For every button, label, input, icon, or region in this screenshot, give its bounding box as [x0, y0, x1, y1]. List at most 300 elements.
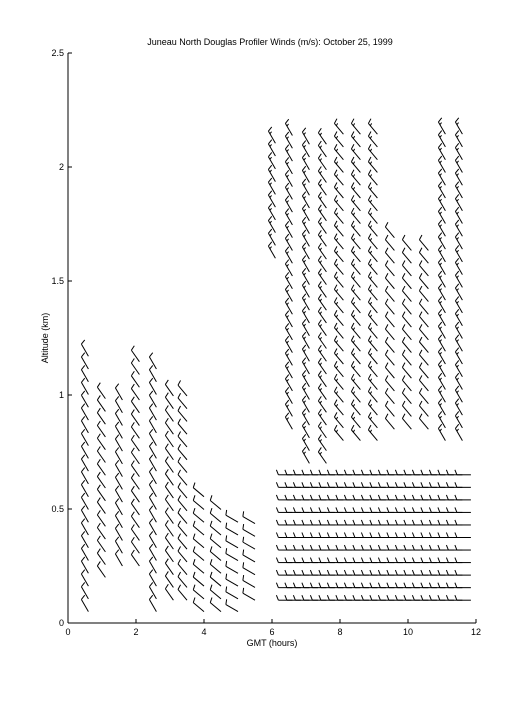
wind-barb — [351, 400, 360, 415]
barb-feather — [361, 558, 363, 563]
barb-feather — [334, 183, 337, 188]
barb-staff — [81, 497, 88, 509]
barb-staff — [402, 291, 411, 302]
wind-barb — [334, 208, 343, 223]
wind-barb — [344, 545, 360, 550]
barb-feather — [378, 470, 380, 475]
barb-staff — [334, 379, 343, 390]
barb-feather — [334, 208, 337, 213]
wind-barb — [361, 507, 377, 512]
barb-half-feather — [457, 301, 459, 303]
barb-feather — [387, 470, 389, 475]
barb-feather — [97, 561, 100, 566]
wind-barb — [387, 545, 403, 550]
barb-half-feather — [304, 350, 306, 352]
barb-feather — [351, 131, 354, 136]
barb-feather — [385, 299, 388, 304]
wind-barb — [419, 261, 428, 276]
barb-feather — [318, 154, 321, 159]
barb-staff — [149, 548, 156, 560]
barb-feather — [302, 243, 305, 247]
barb-feather — [395, 545, 397, 550]
barb-half-feather — [353, 238, 354, 240]
wind-barb — [293, 545, 309, 550]
barb-feather — [368, 297, 371, 302]
barb-half-feather — [287, 162, 289, 164]
barb-staff — [455, 314, 462, 326]
barb-staff — [351, 238, 360, 249]
wind-barb — [378, 545, 394, 550]
wind-barb — [368, 119, 377, 134]
barb-feather — [351, 425, 354, 430]
y-tick-label: 2 — [58, 162, 64, 172]
barb-feather — [285, 209, 288, 213]
barb-staff — [334, 340, 343, 351]
barb-feather — [81, 442, 84, 446]
barb-feather — [319, 595, 321, 600]
wind-barb — [97, 485, 105, 501]
barb-feather — [438, 507, 440, 512]
barb-staff — [115, 401, 122, 413]
barb-staff — [115, 503, 122, 515]
barb-feather — [395, 507, 397, 512]
barb-staff — [81, 485, 88, 497]
barb-staff — [402, 342, 411, 353]
barb-feather — [446, 570, 448, 575]
wind-barb — [421, 533, 437, 538]
barb-staff — [368, 353, 377, 364]
barb-feather — [178, 380, 181, 385]
barb-staff — [165, 589, 173, 600]
barb-feather — [302, 545, 304, 550]
wind-barb — [395, 533, 411, 538]
barb-feather — [351, 259, 354, 264]
barb-staff — [455, 288, 462, 300]
barb-feather — [361, 520, 363, 525]
barb-feather — [361, 583, 363, 588]
barb-half-feather — [287, 354, 289, 356]
barb-feather — [193, 585, 195, 590]
wind-barb — [131, 410, 139, 426]
wind-barb — [419, 235, 428, 250]
barb-staff — [438, 173, 445, 185]
wind-barb — [353, 570, 369, 575]
barb-feather — [318, 333, 321, 338]
wind-barb — [387, 570, 403, 575]
wind-barb — [455, 507, 471, 512]
wind-barb — [402, 375, 411, 390]
barb-feather — [178, 508, 181, 513]
barb-staff — [334, 213, 343, 224]
wind-barb — [370, 583, 386, 588]
barb-feather — [378, 583, 380, 588]
barb-half-feather — [370, 391, 371, 393]
barb-half-feather — [336, 391, 337, 393]
wind-barb — [318, 384, 326, 400]
barb-half-feather — [353, 162, 354, 164]
barb-half-feather — [304, 209, 306, 211]
wind-barb — [327, 495, 343, 500]
barb-feather — [385, 388, 388, 393]
wind-barb — [193, 585, 204, 599]
wind-barb — [387, 470, 403, 475]
barb-staff — [318, 350, 326, 361]
barb-half-feather — [440, 174, 442, 176]
wind-barb — [334, 170, 343, 185]
barb-feather — [438, 182, 441, 186]
barb-feather — [276, 470, 278, 475]
wind-barb — [421, 470, 437, 475]
barb-staff — [115, 452, 122, 464]
wind-barb — [385, 222, 394, 237]
barb-staff — [368, 226, 377, 237]
barb-half-feather — [370, 200, 371, 202]
barb-staff — [165, 448, 173, 459]
barb-feather — [455, 507, 457, 512]
wind-barb — [344, 495, 360, 500]
barb-feather — [210, 597, 212, 602]
barb-staff — [351, 404, 360, 415]
barb-staff — [115, 541, 122, 553]
barb-feather — [351, 349, 354, 354]
barb-feather — [387, 482, 389, 487]
barb-staff — [97, 566, 105, 577]
wind-barb — [319, 583, 335, 588]
barb-feather — [302, 383, 305, 387]
barb-feather — [293, 482, 295, 487]
barb-staff — [302, 400, 309, 412]
barb-feather — [455, 297, 458, 301]
barb-feather — [370, 495, 372, 500]
barb-half-feather — [304, 171, 306, 173]
wind-barb — [351, 297, 360, 312]
barb-feather — [378, 558, 380, 563]
barb-feather — [438, 297, 441, 301]
barb-feather — [226, 561, 227, 566]
barb-feather — [368, 349, 371, 354]
wind-barb — [336, 595, 352, 600]
barb-half-feather — [370, 315, 371, 317]
barb-feather — [438, 233, 441, 237]
barb-feather — [412, 583, 414, 588]
barb-feather — [421, 558, 423, 563]
barb-staff — [318, 337, 326, 348]
barb-feather — [412, 558, 414, 563]
barb-feather — [336, 482, 338, 487]
barb-feather — [302, 281, 305, 285]
barb-staff — [419, 265, 428, 276]
barb-feather — [310, 507, 312, 512]
barb-staff — [131, 376, 139, 387]
wind-barb — [318, 422, 326, 438]
barb-feather — [210, 572, 212, 577]
wind-barb — [318, 294, 326, 310]
y-tick-label: 1.5 — [51, 276, 64, 286]
barb-staff — [97, 425, 105, 436]
barb-staff — [368, 136, 377, 147]
barb-feather — [285, 260, 288, 264]
wind-barb — [165, 571, 173, 587]
barb-feather — [438, 118, 441, 122]
barb-feather — [419, 375, 422, 380]
barb-staff — [97, 387, 105, 398]
wind-barb — [387, 533, 403, 538]
barb-feather — [429, 533, 431, 538]
wind-barb — [318, 358, 326, 374]
barb-half-feather — [304, 452, 306, 454]
barb-staff — [318, 273, 326, 284]
barb-feather — [81, 506, 84, 510]
wind-barb — [226, 561, 238, 573]
wind-barb — [285, 507, 301, 512]
barb-feather — [334, 195, 337, 200]
barb-staff — [302, 362, 309, 374]
wind-barb — [446, 533, 462, 538]
wind-barb — [353, 520, 369, 525]
barb-staff — [81, 599, 88, 611]
barb-feather — [81, 570, 84, 574]
barb-feather — [421, 482, 423, 487]
barb-half-feather — [370, 123, 371, 125]
barb-staff — [131, 529, 139, 540]
barb-feather — [310, 470, 312, 475]
barb-feather — [115, 409, 118, 413]
wind-barb — [344, 507, 360, 512]
wind-barb — [285, 533, 301, 538]
barb-staff — [149, 497, 156, 509]
barb-half-feather — [336, 187, 337, 189]
barb-feather — [334, 374, 337, 379]
barb-feather — [149, 455, 152, 459]
wind-barb — [370, 482, 386, 487]
barb-staff — [178, 462, 187, 473]
barb-half-feather — [353, 149, 354, 151]
barb-feather — [285, 298, 288, 302]
barb-staff — [334, 162, 343, 173]
barb-staff — [385, 355, 394, 366]
wind-barb — [285, 595, 301, 600]
barb-feather — [446, 507, 448, 512]
wind-barb — [334, 234, 343, 249]
barb-staff — [368, 328, 377, 339]
wind-barb — [334, 246, 343, 261]
barb-half-feather — [457, 416, 459, 418]
barb-feather — [378, 570, 380, 575]
wind-barb — [310, 570, 326, 575]
wind-barb — [276, 470, 292, 475]
barb-feather — [327, 507, 329, 512]
barb-staff — [81, 587, 88, 599]
wind-barb — [293, 583, 309, 588]
wind-barb — [165, 444, 173, 460]
wind-barb — [404, 583, 420, 588]
barb-half-feather — [320, 133, 321, 135]
wind-barb — [276, 595, 292, 600]
wind-barb — [318, 205, 326, 221]
barb-feather — [327, 583, 329, 588]
barb-staff — [302, 426, 309, 438]
wind-barb — [318, 345, 326, 361]
barb-feather — [310, 595, 312, 600]
barb-feather — [353, 570, 355, 575]
barb-staff — [351, 417, 360, 428]
barb-half-feather — [440, 340, 442, 342]
wind-barb — [351, 170, 360, 185]
wind-barb — [385, 235, 394, 250]
barb-feather — [131, 448, 134, 453]
wind-barb — [178, 495, 187, 510]
barb-staff — [97, 553, 105, 564]
barb-staff — [368, 251, 377, 262]
barb-feather — [285, 482, 287, 487]
barb-feather — [318, 269, 321, 274]
barb-staff — [285, 289, 292, 301]
barb-half-feather — [353, 430, 354, 432]
barb-half-feather — [440, 212, 442, 214]
barb-feather — [438, 156, 441, 160]
barb-feather — [327, 482, 329, 487]
barb-half-feather — [270, 234, 272, 236]
wind-barb — [404, 470, 420, 475]
barb-feather — [318, 294, 321, 299]
barb-feather — [385, 235, 388, 240]
barb-staff — [149, 446, 156, 458]
barb-feather — [385, 286, 388, 291]
barb-feather — [455, 520, 457, 525]
chart-title: Juneau North Douglas Profiler Winds (m/s): October 25, 1999 — [147, 37, 393, 47]
barb-staff — [368, 264, 377, 275]
wind-barb — [165, 393, 173, 409]
wind-barb — [446, 520, 462, 525]
barb-feather — [419, 273, 422, 278]
barb-staff — [149, 395, 156, 407]
wind-barb — [378, 507, 394, 512]
barb-staff — [149, 485, 156, 497]
wind-barb — [395, 545, 411, 550]
wind-barb — [368, 374, 377, 389]
wind-barb — [361, 533, 377, 538]
barb-staff — [131, 427, 139, 438]
barb-staff — [226, 541, 238, 548]
barb-half-feather — [440, 225, 442, 227]
barb-feather — [387, 570, 389, 575]
barb-feather — [361, 545, 363, 550]
barb-half-feather — [320, 401, 321, 403]
barb-staff — [455, 377, 462, 389]
wind-barb — [368, 144, 377, 159]
barb-half-feather — [440, 250, 442, 252]
barb-feather — [115, 473, 118, 477]
barb-staff — [455, 352, 462, 364]
barb-feather — [115, 550, 118, 554]
barb-feather — [131, 499, 134, 504]
barb-feather — [344, 583, 346, 588]
barb-feather — [210, 508, 212, 513]
barb-feather — [419, 312, 422, 317]
x-tick-label: 12 — [470, 627, 482, 637]
barb-staff — [438, 275, 445, 287]
barb-staff — [302, 234, 309, 246]
barb-half-feather — [457, 212, 459, 214]
barb-half-feather — [304, 196, 306, 198]
barb-feather — [387, 533, 389, 538]
wind-barb — [318, 269, 326, 285]
wind-barb — [385, 248, 394, 263]
barb-half-feather — [457, 314, 459, 316]
barb-feather — [149, 595, 152, 599]
barb-feather — [243, 550, 244, 555]
wind-barb — [378, 558, 394, 563]
barb-feather — [351, 234, 354, 239]
barb-staff — [351, 251, 360, 262]
barb-feather — [385, 248, 388, 253]
barb-half-feather — [287, 341, 289, 343]
barb-feather — [165, 533, 168, 538]
barb-half-feather — [320, 286, 321, 288]
wind-barb — [97, 383, 105, 399]
barb-half-feather — [440, 123, 442, 125]
wind-barb — [165, 469, 173, 485]
wind-barb — [368, 349, 377, 364]
barb-feather — [285, 545, 287, 550]
wind-barb — [285, 583, 301, 588]
barb-half-feather — [336, 404, 337, 406]
barb-feather — [302, 595, 304, 600]
wind-barb — [318, 230, 326, 246]
barb-feather — [404, 507, 406, 512]
wind-barb — [318, 154, 326, 170]
barb-staff — [165, 525, 173, 536]
barb-feather — [226, 535, 227, 540]
barb-feather — [165, 571, 168, 576]
barb-staff — [131, 503, 139, 514]
barb-half-feather — [336, 136, 337, 138]
barb-staff — [385, 265, 394, 276]
wind-barb — [353, 495, 369, 500]
barb-half-feather — [270, 247, 272, 249]
wind-barb — [455, 570, 471, 575]
barb-feather — [438, 258, 441, 262]
barb-staff — [97, 413, 105, 424]
wind-barb — [193, 572, 204, 586]
barb-feather — [368, 285, 371, 290]
wind-barb — [226, 587, 238, 599]
barb-feather — [334, 425, 337, 430]
barb-half-feather — [353, 174, 354, 176]
barb-half-feather — [353, 404, 354, 406]
wind-barb — [268, 127, 275, 143]
barb-feather — [336, 583, 338, 588]
barb-feather — [327, 570, 329, 575]
wind-barb — [402, 312, 411, 327]
barb-feather — [438, 348, 441, 352]
barb-staff — [455, 211, 462, 223]
wind-barb — [368, 183, 377, 198]
barb-feather — [334, 131, 337, 136]
wind-barb — [361, 583, 377, 588]
wind-barb — [97, 472, 105, 488]
barb-feather — [351, 246, 354, 251]
barb-staff — [351, 379, 360, 390]
barb-feather — [351, 285, 354, 290]
barb-feather — [149, 531, 152, 535]
barb-half-feather — [336, 226, 337, 228]
wind-barb — [419, 414, 428, 429]
barb-feather — [421, 583, 423, 588]
wind-barb — [412, 495, 428, 500]
barb-feather — [302, 294, 305, 298]
barb-staff — [285, 200, 292, 212]
